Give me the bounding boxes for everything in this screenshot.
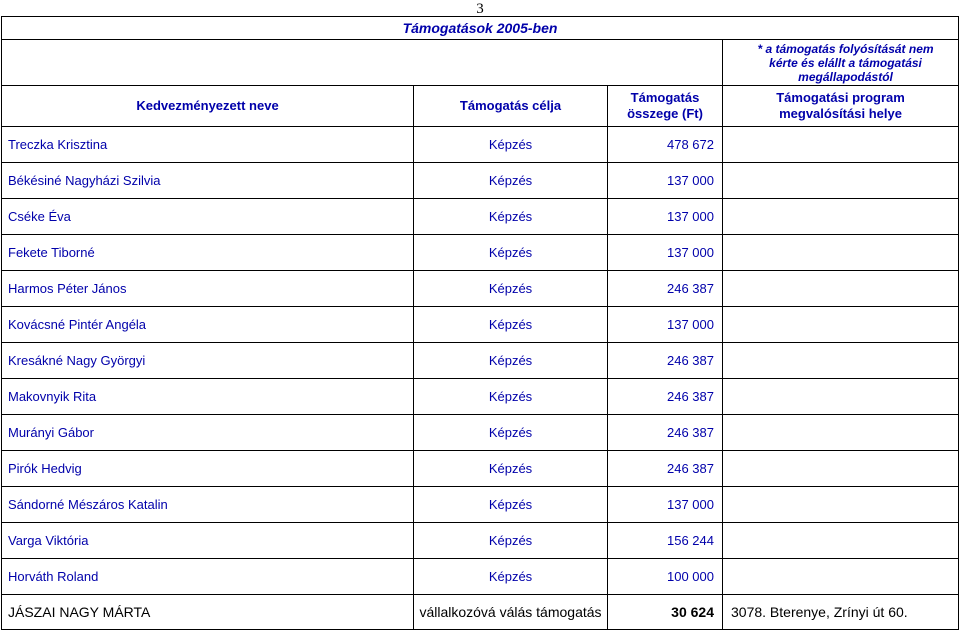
table-row — [2, 415, 959, 451]
cell-place — [723, 163, 959, 199]
table-row — [2, 271, 959, 307]
footnote: * a támogatás folyósítását nem kérte és elállt a támogatási megállapodástól — [723, 40, 959, 86]
note-spacer — [2, 40, 723, 86]
cell-amount: 100 000 — [608, 559, 723, 595]
note-row — [2, 40, 959, 86]
cell-purpose: Képzés — [414, 379, 608, 415]
cell-purpose: Képzés — [414, 271, 608, 307]
cell-amount: 246 387 — [608, 343, 723, 379]
cell-name: Kovácsné Pintér Angéla — [2, 307, 414, 343]
table-row — [2, 559, 959, 595]
cell-place — [723, 487, 959, 523]
cell-place — [723, 379, 959, 415]
cell-place — [723, 415, 959, 451]
cell-amount: 246 387 — [608, 379, 723, 415]
cell-amount: 137 000 — [608, 307, 723, 343]
table-row — [2, 487, 959, 523]
column-header-place-line1: Támogatási program — [776, 90, 905, 105]
table-title — [2, 17, 959, 40]
cell-purpose: Képzés — [414, 127, 608, 163]
table-row — [2, 595, 959, 630]
cell-name: Treczka Krisztina — [2, 127, 414, 163]
column-header-amount-line1: Támogatás — [630, 90, 700, 105]
cell-name: Horváth Roland — [2, 559, 414, 595]
cell-purpose: Képzés — [414, 415, 608, 451]
cell-amount: 137 000 — [608, 487, 723, 523]
cell-purpose: Képzés — [414, 487, 608, 523]
cell-name: Békésiné Nagyházi Szilvia — [2, 163, 414, 199]
cell-amount: 156 244 — [608, 523, 723, 559]
cell-amount: 246 387 — [608, 415, 723, 451]
cell-purpose: Képzés — [414, 523, 608, 559]
cell-amount: 137 000 — [608, 163, 723, 199]
cell-purpose: Képzés — [414, 163, 608, 199]
cell-place — [723, 559, 959, 595]
column-header-name — [2, 86, 414, 127]
table-row — [2, 199, 959, 235]
cell-name: Varga Viktória — [2, 523, 414, 559]
table-row — [2, 343, 959, 379]
cell-name: JÁSZAI NAGY MÁRTA — [2, 595, 414, 630]
column-header-purpose-label: Támogatás célja — [459, 98, 562, 113]
cell-purpose: Képzés — [414, 451, 608, 487]
cell-place — [723, 523, 959, 559]
cell-name: Makovnyik Rita — [2, 379, 414, 415]
cell-amount: 246 387 — [608, 271, 723, 307]
grants-table — [1, 16, 959, 630]
table-row — [2, 379, 959, 415]
cell-amount: 478 672 — [608, 127, 723, 163]
column-header-place-line2: megvalósítási helye — [779, 106, 902, 121]
cell-name: Sándorné Mészáros Katalin — [2, 487, 414, 523]
column-header-name-label: Kedvezményezett neve — [136, 98, 279, 113]
cell-purpose: vállalkozóvá válás támogatás — [414, 595, 608, 630]
table-title-text: Támogatások 2005-ben — [402, 20, 558, 36]
table-row — [2, 235, 959, 271]
cell-name: Pirók Hedvig — [2, 451, 414, 487]
table-row — [2, 451, 959, 487]
cell-place — [723, 307, 959, 343]
cell-place — [723, 343, 959, 379]
cell-purpose: Képzés — [414, 307, 608, 343]
column-header-amount — [608, 86, 723, 127]
cell-place — [723, 199, 959, 235]
cell-amount: 137 000 — [608, 235, 723, 271]
header-row — [2, 86, 959, 127]
cell-amount: 30 624 — [608, 595, 723, 630]
page-number: 3 — [476, 1, 484, 17]
cell-name: Harmos Péter János — [2, 271, 414, 307]
cell-name: Cséke Éva — [2, 199, 414, 235]
column-header-purpose — [414, 86, 608, 127]
cell-amount: 137 000 — [608, 199, 723, 235]
cell-place — [723, 451, 959, 487]
cell-place: 3078. Bterenye, Zrínyi út 60. — [723, 595, 959, 630]
table-row — [2, 127, 959, 163]
cell-amount: 246 387 — [608, 451, 723, 487]
cell-purpose: Képzés — [414, 235, 608, 271]
cell-name: Kresákné Nagy Györgyi — [2, 343, 414, 379]
table-row — [2, 163, 959, 199]
cell-place — [723, 271, 959, 307]
column-header-amount-line2: összege (Ft) — [627, 106, 703, 121]
cell-purpose: Képzés — [414, 199, 608, 235]
column-header-place — [723, 86, 959, 127]
cell-purpose: Képzés — [414, 343, 608, 379]
cell-place — [723, 127, 959, 163]
table-row — [2, 307, 959, 343]
cell-place — [723, 235, 959, 271]
cell-purpose: Képzés — [414, 559, 608, 595]
title-row — [2, 17, 959, 40]
cell-name: Murányi Gábor — [2, 415, 414, 451]
cell-name: Fekete Tiborné — [2, 235, 414, 271]
table-row — [2, 523, 959, 559]
